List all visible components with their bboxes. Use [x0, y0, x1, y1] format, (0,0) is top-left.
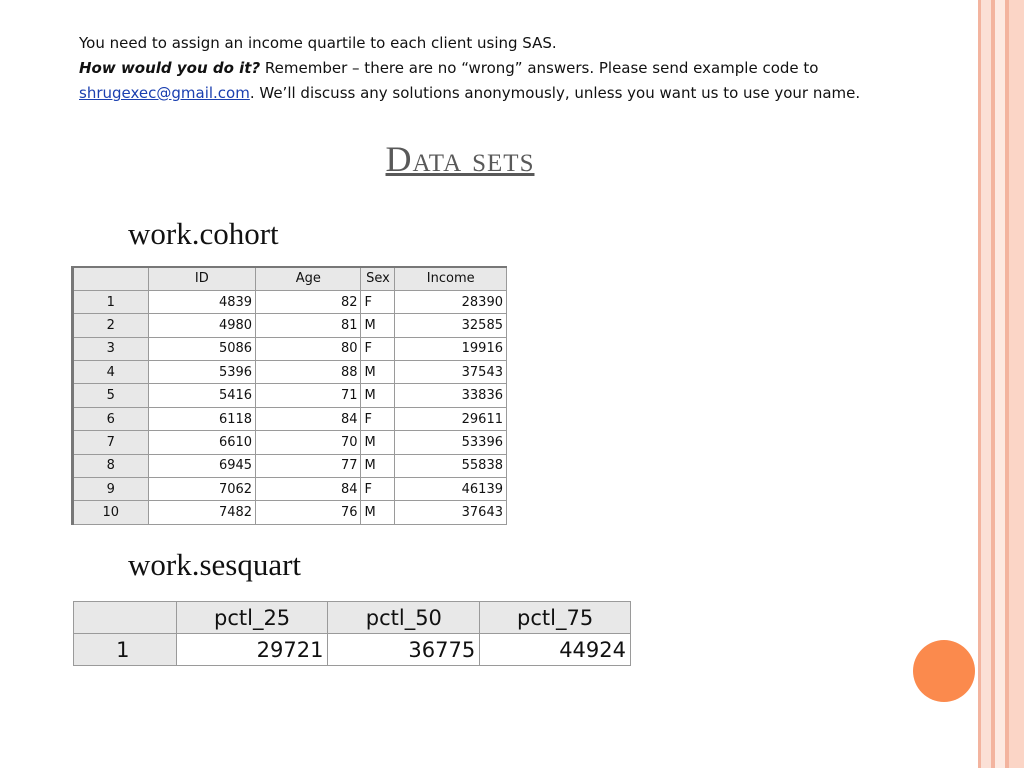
table-row[interactable]	[73, 431, 507, 454]
cohort-corner-cell[interactable]	[73, 267, 149, 290]
cell-age[interactable]: 84	[256, 407, 361, 430]
cell-age[interactable]: 77	[256, 454, 361, 477]
cell-income[interactable]: 37643	[395, 501, 507, 524]
email-link[interactable]: shrugexec@gmail.com	[79, 84, 250, 102]
cell-pctl-75[interactable]: 44924	[480, 634, 631, 666]
cell-sex[interactable]: M	[361, 361, 395, 384]
column-header-pctl-50[interactable]: pctl_50	[328, 602, 480, 634]
table-row[interactable]	[73, 314, 507, 337]
cell-income[interactable]: 29611	[395, 407, 507, 430]
cell-id[interactable]: 5086	[148, 337, 255, 360]
cell-id[interactable]: 7482	[148, 501, 255, 524]
cell-sex[interactable]: F	[361, 290, 395, 313]
cell-age[interactable]: 84	[256, 478, 361, 501]
column-header-sex[interactable]: Sex	[361, 267, 395, 290]
cell-sex[interactable]: M	[361, 431, 395, 454]
cohort-table	[71, 266, 507, 525]
cell-id[interactable]: 6118	[148, 407, 255, 430]
table-row[interactable]	[73, 290, 507, 313]
cell-sex[interactable]: F	[361, 407, 395, 430]
row-number[interactable]: 5	[73, 384, 149, 407]
cell-income[interactable]: 33836	[395, 384, 507, 407]
cell-age[interactable]: 71	[256, 384, 361, 407]
cell-sex[interactable]: M	[361, 384, 395, 407]
cell-income[interactable]: 37543	[395, 361, 507, 384]
cell-sex[interactable]: M	[361, 454, 395, 477]
decorative-stripes	[978, 0, 1024, 768]
sesquart-table-body	[74, 634, 631, 666]
row-number[interactable]: 6	[73, 407, 149, 430]
cohort-label: work.cohort	[128, 216, 279, 251]
cell-sex[interactable]: M	[361, 314, 395, 337]
intro-line-2-rest: Remember – there are no “wrong” answers. Please send example code to	[260, 59, 819, 77]
cell-pctl-50[interactable]: 36775	[328, 634, 480, 666]
table-row[interactable]	[73, 478, 507, 501]
cell-age[interactable]: 70	[256, 431, 361, 454]
column-header-pctl-25[interactable]: pctl_25	[176, 602, 328, 634]
cell-income[interactable]: 46139	[395, 478, 507, 501]
cell-sex[interactable]: M	[361, 501, 395, 524]
cell-id[interactable]: 4839	[148, 290, 255, 313]
cell-age[interactable]: 88	[256, 361, 361, 384]
cell-id[interactable]: 6610	[148, 431, 255, 454]
column-header-pctl-75[interactable]: pctl_75	[480, 602, 631, 634]
cell-id[interactable]: 5396	[148, 361, 255, 384]
orange-circle-decoration	[913, 640, 975, 702]
row-number[interactable]: 7	[73, 431, 149, 454]
table-row[interactable]	[74, 634, 631, 666]
intro-line-3-rest: . We’ll discuss any solutions anonymously, unless you want us to use your name.	[249, 84, 861, 102]
row-number[interactable]: 9	[73, 478, 149, 501]
cell-age[interactable]: 76	[256, 501, 361, 524]
row-number[interactable]: 4	[73, 361, 149, 384]
cell-income[interactable]: 55838	[395, 454, 507, 477]
table-row[interactable]	[73, 337, 507, 360]
intro-line-3	[79, 81, 959, 106]
table-row[interactable]	[73, 407, 507, 430]
column-header-age[interactable]: Age	[256, 267, 361, 290]
intro-line-1: You need to assign an income quartile to each client using SAS.	[79, 34, 557, 52]
intro-text	[79, 31, 959, 106]
sesquart-header-row	[74, 602, 631, 634]
column-header-id[interactable]: ID	[148, 267, 255, 290]
row-number[interactable]: 3	[73, 337, 149, 360]
table-row[interactable]	[73, 454, 507, 477]
cell-id[interactable]: 6945	[148, 454, 255, 477]
intro-line-2	[79, 56, 959, 81]
row-number[interactable]: 1	[74, 634, 177, 666]
cohort-table-body	[73, 290, 507, 524]
table-row[interactable]	[73, 361, 507, 384]
row-number[interactable]: 8	[73, 454, 149, 477]
page-title: Data sets	[385, 139, 535, 179]
column-header-income[interactable]: Income	[395, 267, 507, 290]
table-row[interactable]	[73, 384, 507, 407]
row-number[interactable]: 1	[73, 290, 149, 313]
cell-id[interactable]: 5416	[148, 384, 255, 407]
row-number[interactable]: 10	[73, 501, 149, 524]
cell-age[interactable]: 81	[256, 314, 361, 337]
cell-income[interactable]: 28390	[395, 290, 507, 313]
table-row[interactable]	[73, 501, 507, 524]
intro-question: How would you do it?	[79, 59, 261, 77]
cell-id[interactable]: 4980	[148, 314, 255, 337]
cell-income[interactable]: 53396	[395, 431, 507, 454]
sesquart-label: work.sesquart	[128, 547, 302, 582]
cell-age[interactable]: 82	[256, 290, 361, 313]
row-number[interactable]: 2	[73, 314, 149, 337]
cell-sex[interactable]: F	[361, 337, 395, 360]
cell-id[interactable]: 7062	[148, 478, 255, 501]
cell-sex[interactable]: F	[361, 478, 395, 501]
cell-income[interactable]: 32585	[395, 314, 507, 337]
sesquart-table	[73, 601, 631, 666]
sesquart-corner-cell[interactable]	[74, 602, 177, 634]
cell-age[interactable]: 80	[256, 337, 361, 360]
cell-pctl-25[interactable]: 29721	[176, 634, 328, 666]
cell-income[interactable]: 19916	[395, 337, 507, 360]
cohort-header-row	[73, 267, 507, 290]
